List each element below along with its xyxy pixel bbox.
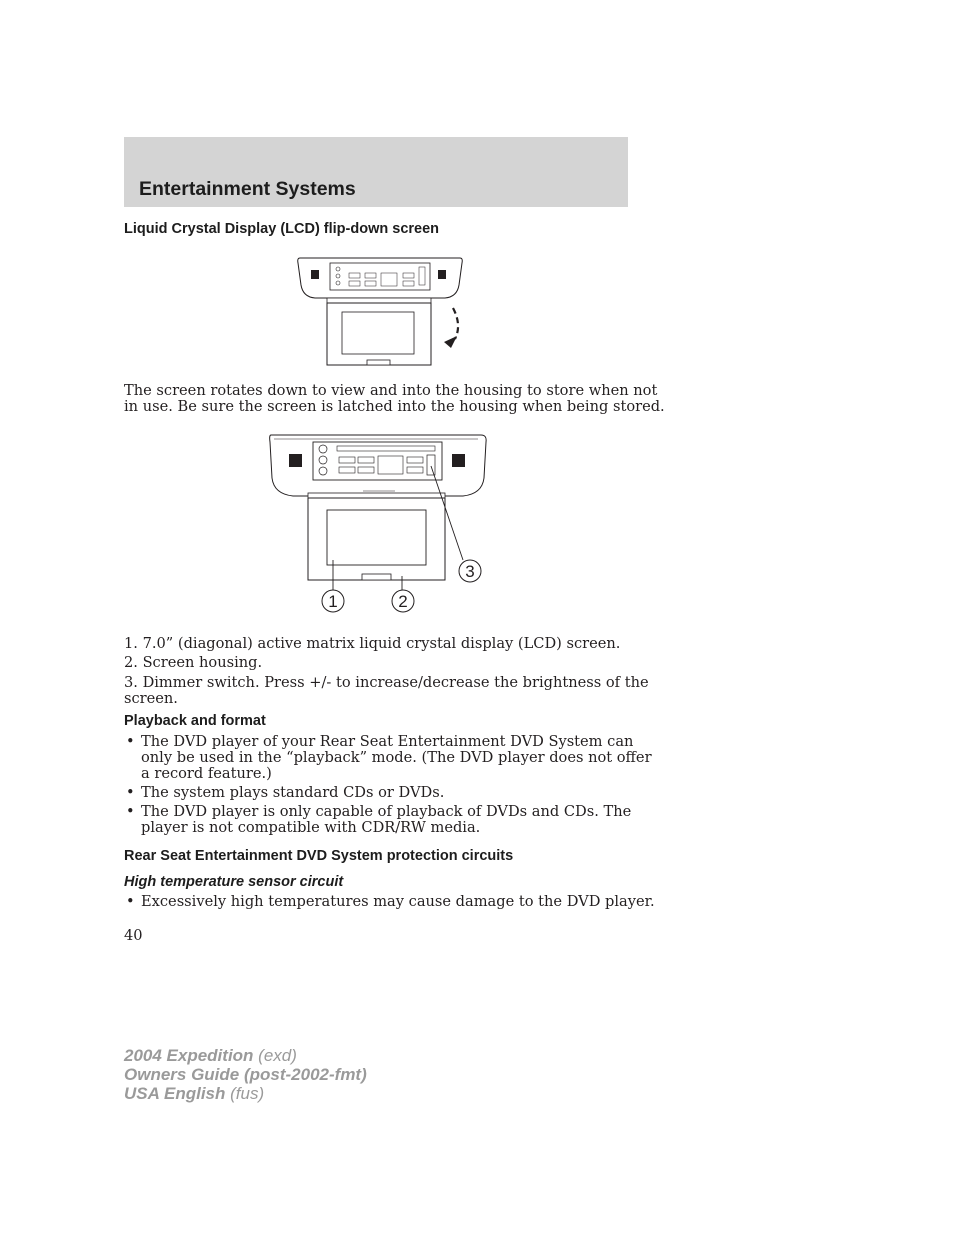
text-line: in use. Be sure the screen is latched into the housing when being stored. xyxy=(124,398,665,415)
text-line: 1. 7.0” (diagonal) active matrix liquid crystal display (LCD) screen. xyxy=(124,635,621,652)
section-title: Entertainment Systems xyxy=(139,178,356,200)
callout-2: 2 xyxy=(398,592,408,611)
screen-components-figure xyxy=(265,430,495,620)
footer-model: 2004 Expedition xyxy=(124,1046,254,1065)
bullet-dot: • xyxy=(126,733,135,750)
callout-3: 3 xyxy=(465,562,475,581)
footer-line-1 xyxy=(124,1046,367,1065)
footer-model-code: (exd) xyxy=(253,1046,297,1065)
bullet-dot: • xyxy=(126,784,135,801)
text-line: The system plays standard CDs or DVDs. xyxy=(141,784,445,801)
footer-line-2 xyxy=(124,1065,367,1084)
text-line: a record feature.) xyxy=(141,765,272,782)
text-line: screen. xyxy=(124,690,178,707)
text-line: Excessively high temperatures may cause damage to the DVD player. xyxy=(141,893,655,910)
footer-guide: Owners Guide (post-2002-fmt) xyxy=(124,1065,367,1084)
numbered-item-1 xyxy=(124,636,629,652)
text-line: 3. Dimmer switch. Press +/- to increase/decrease the brightness of the xyxy=(124,674,649,691)
numbered-item-2 xyxy=(124,655,629,671)
playback-heading: Playback and format xyxy=(124,713,266,729)
footer-language: USA English xyxy=(124,1084,226,1103)
text-line: 2. Screen housing. xyxy=(124,654,263,671)
rotate-paragraph xyxy=(124,382,665,415)
footer-line-3 xyxy=(124,1084,367,1103)
section-header-band xyxy=(124,137,628,207)
flip-down-screen-figure xyxy=(295,255,470,370)
lcd-heading: Liquid Crystal Display (LCD) flip-down screen xyxy=(124,221,440,237)
protection-heading: Rear Seat Entertainment DVD System protection circuits xyxy=(124,848,514,864)
numbered-item-3 xyxy=(124,674,649,707)
sensor-heading: High temperature sensor circuit xyxy=(124,874,344,890)
text-line: The DVD player of your Rear Seat Entertainment DVD System can xyxy=(141,733,634,750)
bullet-dot: • xyxy=(126,893,135,910)
page-number: 40 xyxy=(124,927,143,944)
text-line: The screen rotates down to view and into the housing to store when not xyxy=(124,382,658,399)
text-line: The DVD player is only capable of playback of DVDs and CDs. The xyxy=(141,803,632,820)
text-line: player is not compatible with CDR/RW media. xyxy=(141,819,481,836)
footer-language-code: (fus) xyxy=(225,1084,265,1103)
callout-1: 1 xyxy=(328,592,338,611)
bullet-dot: • xyxy=(126,803,135,820)
text-line: only be used in the “playback” mode. (The DVD player does not offer xyxy=(141,749,652,766)
document-footer xyxy=(124,1046,367,1103)
